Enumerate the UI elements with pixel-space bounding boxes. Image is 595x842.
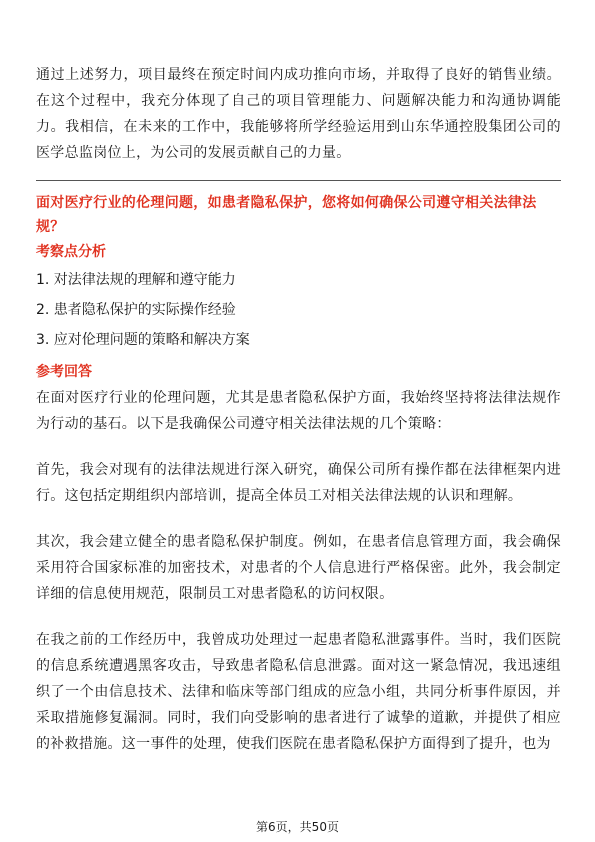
section-divider (36, 180, 561, 181)
paragraph-gap (36, 607, 561, 627)
analysis-heading: 考察点分析 (36, 244, 106, 260)
page-number-footer: 第6页，共50页 (256, 820, 339, 834)
intro-paragraph: 通过上述努力，项目最终在预定时间内成功推向市场，并取得了良好的销售业绩。在这个过程中，我充分体现了自己的项目管理能力、问题解决能力和沟通协调能力。我相信，在未来的工作中，我能够将所学经验运用到山东华通控股集团公司的医学总监岗位上，为公司的发展贡献自己的力量。 (36, 67, 561, 161)
answer-paragraph: 在面对医疗行业的伦理问题，尤其是患者隐私保护方面，我始终坚持将法律法规作为行动的基石。以下是我确保公司遵守相关法律法规的几个策略： (36, 390, 561, 432)
answer-paragraph: 在我之前的工作经历中，我曾成功处理过一起患者隐私泄露事件。当时，我们医院的信息系统遭遇黑客攻击，导致患者隐私信息泄露。面对这一紧急情况，我迅速组织了一个由信息技术、法律和临床等部门组成的应急小组，共同分析事件原因，并采取措施修复漏洞。同时，我们向受影响的患者进行了诚挚的道歉，并提供了相应的补救措施。这一事件的处理，使我们医院在患者隐私保护方面得到了提升，也为 (36, 632, 561, 752)
paragraph-gap (36, 437, 561, 457)
page-content (36, 62, 561, 757)
analysis-point: 2. 患者隐私保护的实际操作经验 (36, 302, 236, 318)
interview-question: 面对医疗行业的伦理问题，如患者隐私保护，您将如何确保公司遵守相关法律法规？ (36, 195, 537, 235)
paragraph-gap (36, 509, 561, 529)
answer-paragraph: 其次，我会建立健全的患者隐私保护制度。例如，在患者信息管理方面，我会确保采用符合国家标准的加密技术，对患者的个人信息进行严格保密。此外，我会制定详细的信息使用规范，限制员工对患者隐私的访问权限。 (36, 534, 561, 602)
answer-paragraph: 首先，我会对现有的法律法规进行深入研究，确保公司所有操作都在法律框架内进行。这包括定期组织内部培训，提高全体员工对相关法律法规的认识和理解。 (36, 462, 561, 504)
answer-heading: 参考回答 (36, 364, 92, 380)
analysis-point: 1. 对法律法规的理解和遵守能力 (36, 272, 236, 288)
analysis-point: 3. 应对伦理问题的策略和解决方案 (36, 332, 250, 348)
